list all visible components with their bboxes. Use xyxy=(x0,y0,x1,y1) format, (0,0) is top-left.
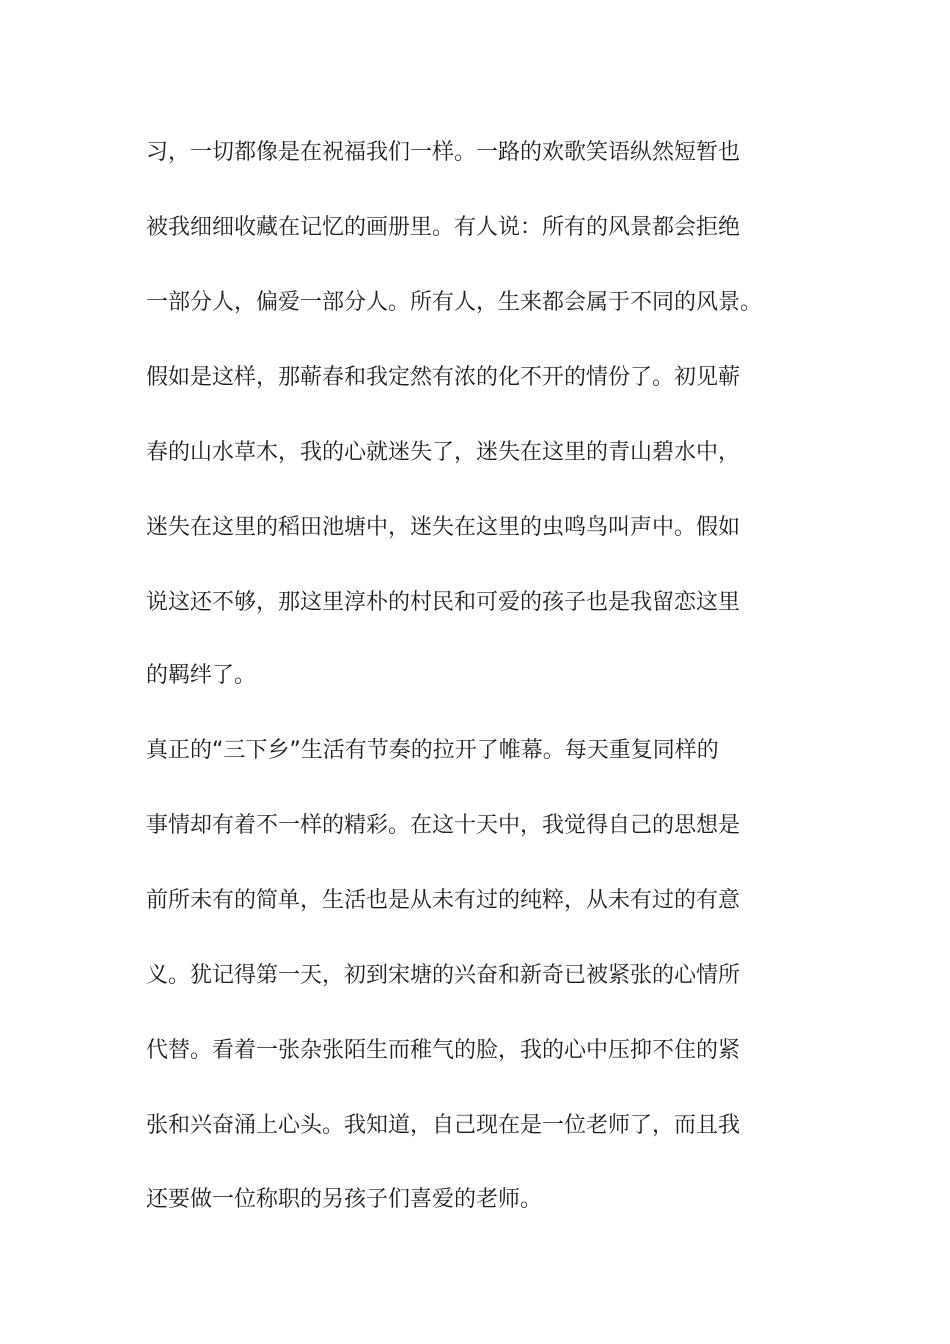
text-line: 假如是这样，那蕲春和我定然有浓的化不开的情份了。初见蕲 xyxy=(146,365,741,390)
text-line: 代替。看着一张杂张陌生而稚气的脸，我的心中压抑不住的紧 xyxy=(146,1038,741,1063)
text-line: 的羁绊了。 xyxy=(146,663,257,688)
text-line: 迷失在这里的稻田池塘中，迷失在这里的虫鸣鸟叫声中。假如 xyxy=(146,515,741,540)
text-line: 事情却有着不一样的精彩。在这十天中，我觉得自己的思想是 xyxy=(146,813,741,838)
text-line: 张和兴奋涌上心头。我知道，自己现在是一位老师了，而且我 xyxy=(146,1113,741,1138)
text-line: 还要做一位称职的另孩子们喜爱的老师。 xyxy=(146,1187,543,1212)
text-line: 义。犹记得第一天，初到宋塘的兴奋和新奇已被紧张的心情所 xyxy=(146,963,741,988)
text-line: 前所未有的简单，生活也是从未有过的纯粹，从未有过的有意 xyxy=(146,888,741,913)
text-line: 被我细细收藏在记忆的画册里。有人说：所有的风景都会拒绝 xyxy=(146,215,741,240)
text-line: 春的山水草木，我的心就迷失了，迷失在这里的青山碧水中， xyxy=(146,440,741,465)
text-line: 习，一切都像是在祝福我们一样。一路的欢歌笑语纵然短暂也 xyxy=(146,140,741,165)
text-line: 说这还不够，那这里淳朴的村民和可爱的孩子也是我留恋这里 xyxy=(146,590,741,615)
text-line: 一部分人，偏爱一部分人。所有人，生来都会属于不同的风景。 xyxy=(146,290,763,315)
text-line: 真正的“三下乡”生活有节奏的拉开了帷幕。每天重复同样的 xyxy=(146,738,719,763)
